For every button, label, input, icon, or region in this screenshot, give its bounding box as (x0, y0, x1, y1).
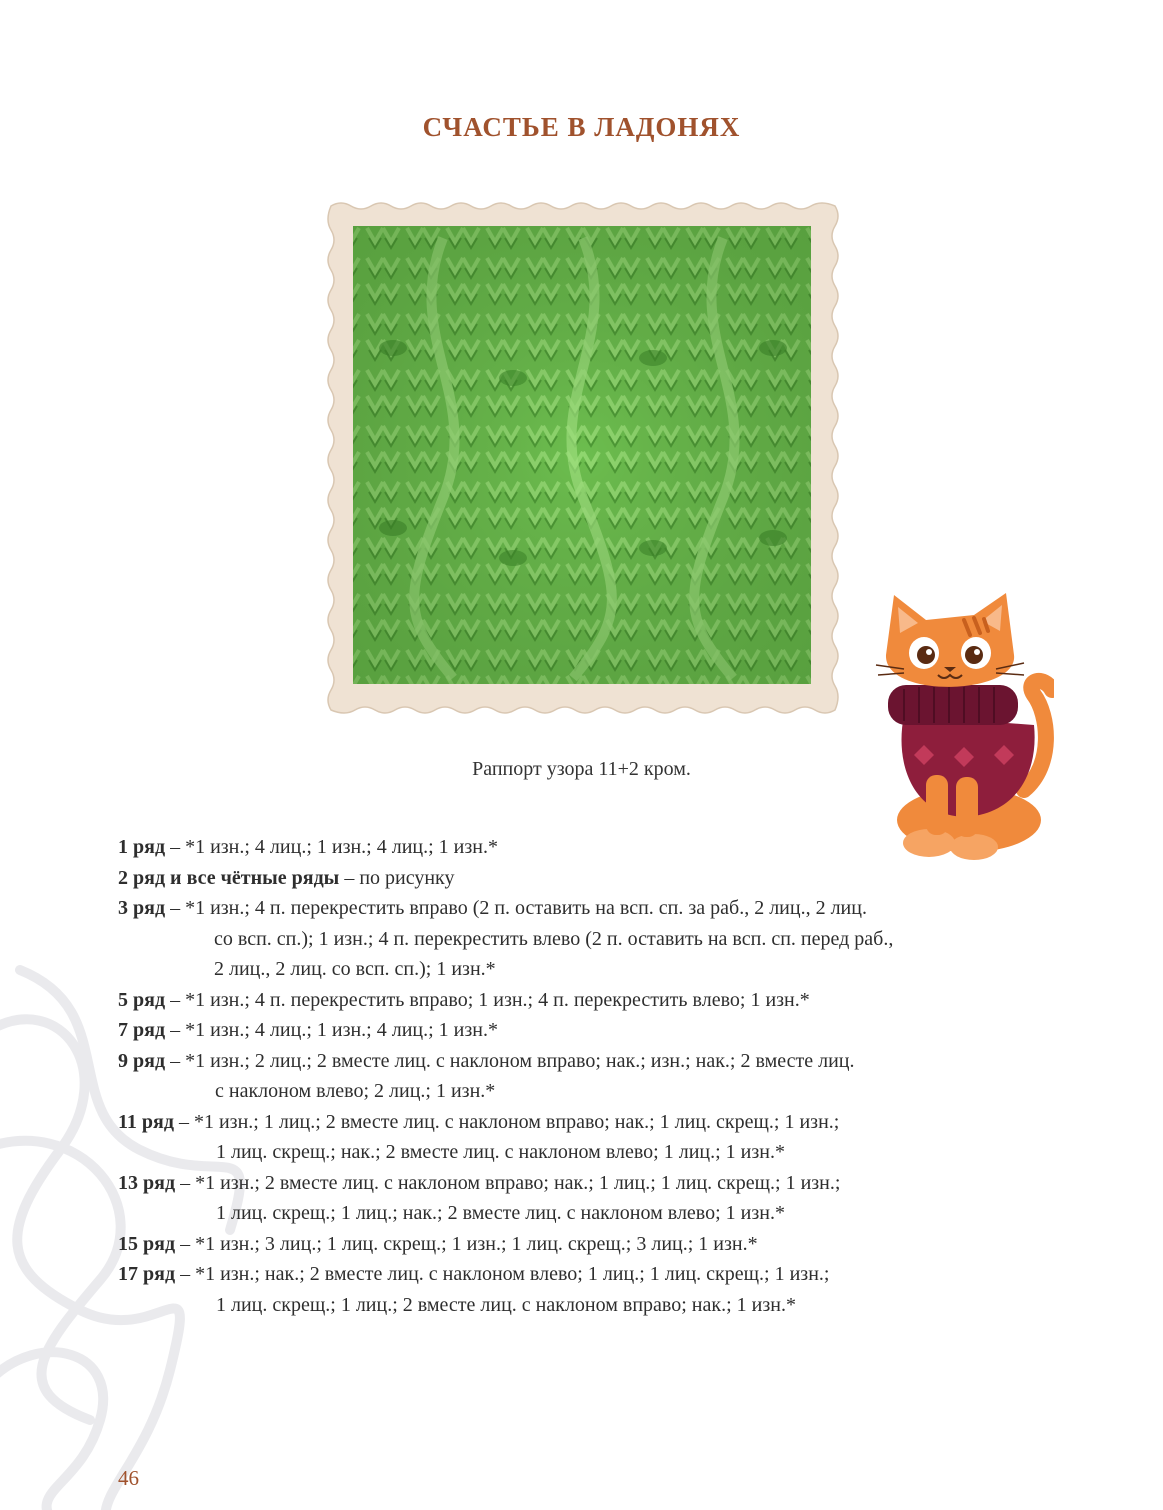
row-label: 13 ряд (118, 1171, 176, 1194)
instruction-row-3: 3 ряд – *1 изн.; 4 п. перекрестить вправо (2 п. оставить на всп. сп. за раб., 2 лиц., 2 лиц. (118, 897, 867, 919)
row-text: *1 изн.; 4 лиц.; 1 изн.; 4 лиц.; 1 изн.* (185, 836, 498, 858)
row-label: 7 ряд (118, 1019, 166, 1041)
instruction-row-5: 5 ряд – *1 изн.; 4 п. перекрестить вправо; 1 изн.; 4 п. перекрестить влево; 1 изн.* (118, 988, 810, 1011)
row-label: 15 ряд (118, 1232, 176, 1255)
row-label: 3 ряд (118, 897, 166, 919)
instruction-row-9: 9 ряд – *1 изн.; 2 лиц.; 2 вместе лиц. с наклоном вправо; нак.; изн.; нак.; 2 вместе лиц. (118, 1049, 855, 1072)
instruction-row-9-cont: с наклоном влево; 2 лиц.; 1 изн.* (215, 1080, 496, 1102)
pattern-instructions (118, 832, 1048, 1320)
page-number: 46 (118, 1466, 139, 1490)
row-label: 11 ряд (118, 1110, 174, 1133)
instruction-row-17: 17 ряд – *1 изн.; нак.; 2 вместе лиц. с наклоном влево; 1 лиц.; 1 лиц. скрещ.; 1 изн.; (118, 1263, 830, 1285)
instruction-row-15: 15 ряд – *1 изн.; 3 лиц.; 1 лиц. скрещ.; 1 изн.; 1 лиц. скрещ.; 3 лиц.; 1 изн.* (118, 1232, 758, 1255)
instruction-row-11: 11 ряд – *1 изн.; 1 лиц.; 2 вместе лиц. с наклоном вправо; нак.; 1 лиц. скрещ.; 1 изн.; (118, 1110, 840, 1133)
row-label: 1 ряд (118, 836, 166, 858)
instruction-row-13: 13 ряд – *1 изн.; 2 вместе лиц. с наклоном вправо; нак.; 1 лиц.; 1 лиц. скрещ.; 1 изн.; (118, 1171, 841, 1194)
instruction-row-13-cont: 1 лиц. скрещ.; 1 лиц.; нак.; 2 вместе лиц. с наклоном влево; 1 изн.* (216, 1202, 785, 1224)
row-text: *1 изн.; 4 п. перекрестить вправо (2 п. оставить на всп. сп. за раб., 2 лиц., 2 лиц. (185, 897, 867, 919)
knitting-sample-photo (323, 198, 843, 718)
instruction-row-3-cont: 2 лиц., 2 лиц. со всп. сп.); 1 изн.* (214, 958, 496, 980)
row-text: *1 изн.; 2 вместе лиц. с наклоном вправо; нак.; 1 лиц.; 1 лиц. скрещ.; 1 изн.; (195, 1171, 841, 1194)
cat-in-sweater-icon (874, 585, 1054, 865)
instruction-row-11-cont: 1 лиц. скрещ.; нак.; 2 вместе лиц. с наклоном влево; 1 лиц.; 1 изн.* (216, 1141, 785, 1163)
row-label: 5 ряд (118, 988, 166, 1011)
row-text: *1 изн.; 4 лиц.; 1 изн.; 4 лиц.; 1 изн.* (185, 1019, 498, 1041)
pattern-caption: Раппорт узора 11+2 кром. (472, 758, 691, 780)
instruction-row-17-cont: 1 лиц. скрещ.; 1 лиц.; 2 вместе лиц. с наклоном вправо; нак.; 1 изн.* (216, 1293, 796, 1316)
row-label: 17 ряд (118, 1263, 176, 1285)
page-title: СЧАСТЬЕ В ЛАДОНЯХ (422, 112, 741, 142)
instruction-row-2: 2 ряд и все чётные ряды – по рисунку (118, 866, 455, 889)
row-text: *1 изн.; 1 лиц.; 2 вместе лиц. с наклоном вправо; нак.; 1 лиц. скрещ.; 1 изн.; (193, 1110, 840, 1133)
instruction-row-7: 7 ряд – *1 изн.; 4 лиц.; 1 изн.; 4 лиц.; 1 изн.* (118, 1019, 498, 1041)
row-label: 2 ряд и все чётные ряды (118, 866, 340, 889)
row-text: *1 изн.; 2 лиц.; 2 вместе лиц. с наклоном вправо; нак.; изн.; нак.; 2 вместе лиц. (185, 1049, 855, 1072)
row-text: *1 изн.; нак.; 2 вместе лиц. с наклоном влево; 1 лиц.; 1 лиц. скрещ.; 1 изн.; (195, 1263, 830, 1285)
row-text: *1 изн.; 3 лиц.; 1 лиц. скрещ.; 1 изн.; 1 лиц. скрещ.; 3 лиц.; 1 изн.* (195, 1232, 758, 1255)
row-text: *1 изн.; 4 п. перекрестить вправо; 1 изн.; 4 п. перекрестить влево; 1 изн.* (185, 988, 810, 1011)
instruction-row-3-cont: со всп. сп.); 1 изн.; 4 п. перекрестить влево (2 п. оставить на всп. сп. перед раб., (214, 927, 894, 950)
instruction-row-1: 1 ряд – *1 изн.; 4 лиц.; 1 изн.; 4 лиц.; 1 изн.* (118, 836, 498, 858)
row-text: по рисунку (359, 866, 455, 889)
row-label: 9 ряд (118, 1049, 166, 1072)
